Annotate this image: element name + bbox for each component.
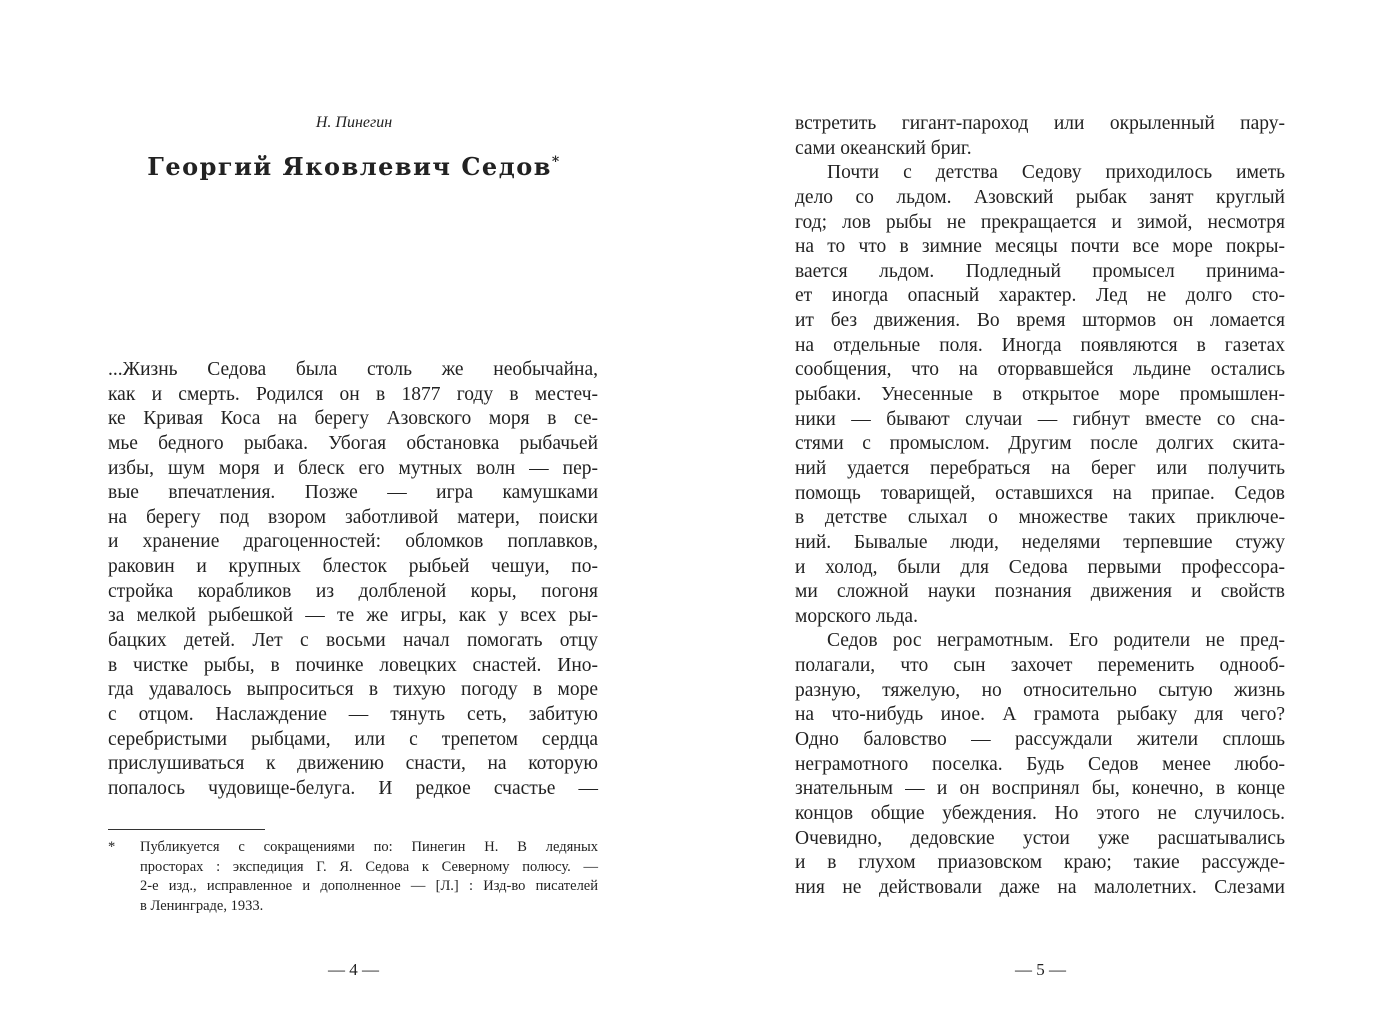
text-line: Одно баловство — рассуждали жители сплошь (795, 729, 1285, 751)
footnote-reference: * (551, 154, 561, 170)
text-line: прислушиваться к движению снасти, на которую (108, 753, 598, 775)
footnote-mark: * (108, 839, 116, 855)
text-line: концов общие убеждения. Но этого не случилось. (795, 802, 1285, 824)
text-line: избы, шум моря и блеск его мутных волн — пер- (108, 457, 598, 479)
text-line: на что-нибудь иное. А грамота рыбаку для чего? (795, 704, 1285, 726)
left-page (108, 0, 598, 1032)
text-line: знательным — и он воспринял бы, конечно, в конце (795, 778, 1285, 800)
footnote-text (140, 838, 598, 916)
text-line: мье бедного рыбака. Убогая обстановка рыбачьей (108, 432, 598, 454)
text-line: на то что в зимние месяцы почти все море покры- (795, 236, 1285, 258)
text-line: раковин и крупных блесток рыбьей чешуи, по- (108, 556, 598, 578)
text-line: Седов рос неграмотным. Его родители не пред- (827, 630, 1285, 652)
text-line: и хранение драгоценностей: обломков поплавков, (108, 531, 598, 553)
text-line: за мелкой рыбешкой — те же игры, как у всех ры- (108, 605, 598, 627)
text-line: ния не действовали даже на малолетних. Слезами (795, 876, 1285, 898)
text-line: попалось чудовище-белуга. И редкое счастье — (108, 777, 598, 799)
right-page (795, 0, 1285, 1032)
text-line: встретить гигант-пароход или окрыленный пару- (795, 113, 1285, 134)
text-line: на отдельные поля. Иногда появляются в газетах (795, 334, 1285, 356)
page-number: — 5 — (1015, 960, 1066, 979)
page-number: — 4 — (328, 960, 379, 979)
text-line: гда удавалось выпроситься в тихую погоду в море (108, 679, 598, 701)
text-line: серебристыми рыбцами, или с трепетом сердца (108, 728, 598, 750)
text-line: вается льдом. Подледный промысел принима- (795, 260, 1285, 282)
text-line: ники — бывают случаи — гибнут вместе со сна- (795, 408, 1285, 430)
text-line: морского льда. (795, 605, 918, 627)
text-line: разную, тяжелую, но относительно сытую жизнь (795, 679, 1285, 701)
text-line: на берегу под взором заботливой матери, поиски (108, 506, 598, 528)
text-line: в детстве слыхал о множестве таких приключе- (795, 507, 1285, 529)
text-line: неграмотного поселка. Будь Седов менее любо- (795, 753, 1285, 775)
text-line: рыбаки. Унесенные в открытое море промышлен- (795, 384, 1285, 406)
left-body-text (108, 358, 598, 802)
footnote-divider (108, 829, 265, 830)
right-body-text (795, 112, 1285, 901)
text-line: как и смерть. Родился он в 1877 году в местеч- (108, 383, 598, 405)
text-line: ет иногда опасный характер. Лед не долго сто- (795, 285, 1285, 307)
text-line: полагали, что сын захочет переменить однооб- (795, 655, 1285, 677)
text-line: ний. Бывалые люди, неделями терпевшие стужу (795, 531, 1285, 553)
text-line: Почти с детства Седову приходилось иметь (827, 162, 1285, 184)
text-line: стройка корабликов из долбленой коры, погоня (108, 580, 598, 602)
text-line: просторах : экспедиция Г. Я. Седова к Северному полюсу. — (140, 858, 598, 875)
text-line: ний удается перебраться на берег или получить (795, 457, 1285, 479)
text-line: и в глухом приазовском краю; такие рассужде- (795, 852, 1285, 874)
text-line: 2-е изд., исправленное и дополненное — [Л.] : Изд-во писателей (140, 878, 598, 894)
chapter-title-text: Георгий Яковлевич Седов (147, 152, 552, 181)
text-line: и холод, были для Седова первыми профессора- (795, 556, 1285, 578)
text-line: Очевидно, дедовские устои уже расшатывались (795, 827, 1285, 849)
text-line: ит без движения. Во время штормов он ломается (795, 310, 1285, 332)
chapter-title (108, 152, 600, 181)
text-line: Публикуется с сокращениями по: Пинегин Н. В ледяных (140, 839, 598, 855)
text-line: помощь товарищей, оставшихся на припае. Седов (795, 482, 1285, 504)
text-line: бацких детей. Лет с восьми начал помогать отцу (108, 630, 598, 652)
text-line: в чистке рыбы, в починке ловецких снастей. Ино- (108, 654, 598, 676)
author-name: Н. Пинегин (315, 114, 393, 131)
text-line: сами океанский бриг. (795, 137, 972, 159)
text-line: ми сложной науки познания движения и свойств (795, 581, 1285, 603)
text-line: ...Жизнь Седова была столь же необычайна, (108, 359, 598, 380)
text-line: вые впечатления. Позже — игра камушками (108, 482, 598, 504)
text-line: год; лов рыбы не прекращается и зимой, несмотря (795, 211, 1285, 233)
text-line: дело со льдом. Азовский рыбак занят круглый (795, 186, 1285, 208)
text-line: стями с промыслом. Другим после долгих скита- (795, 433, 1285, 455)
text-line: с отцом. Наслаждение — тянуть сеть, забитую (108, 703, 598, 725)
text-line: ке Кривая Коса на берегу Азовского моря в се- (108, 408, 598, 430)
text-line: сообщения, что на оторвавшейся льдине остались (795, 359, 1285, 381)
text-line: в Ленинграде, 1933. (140, 897, 264, 914)
